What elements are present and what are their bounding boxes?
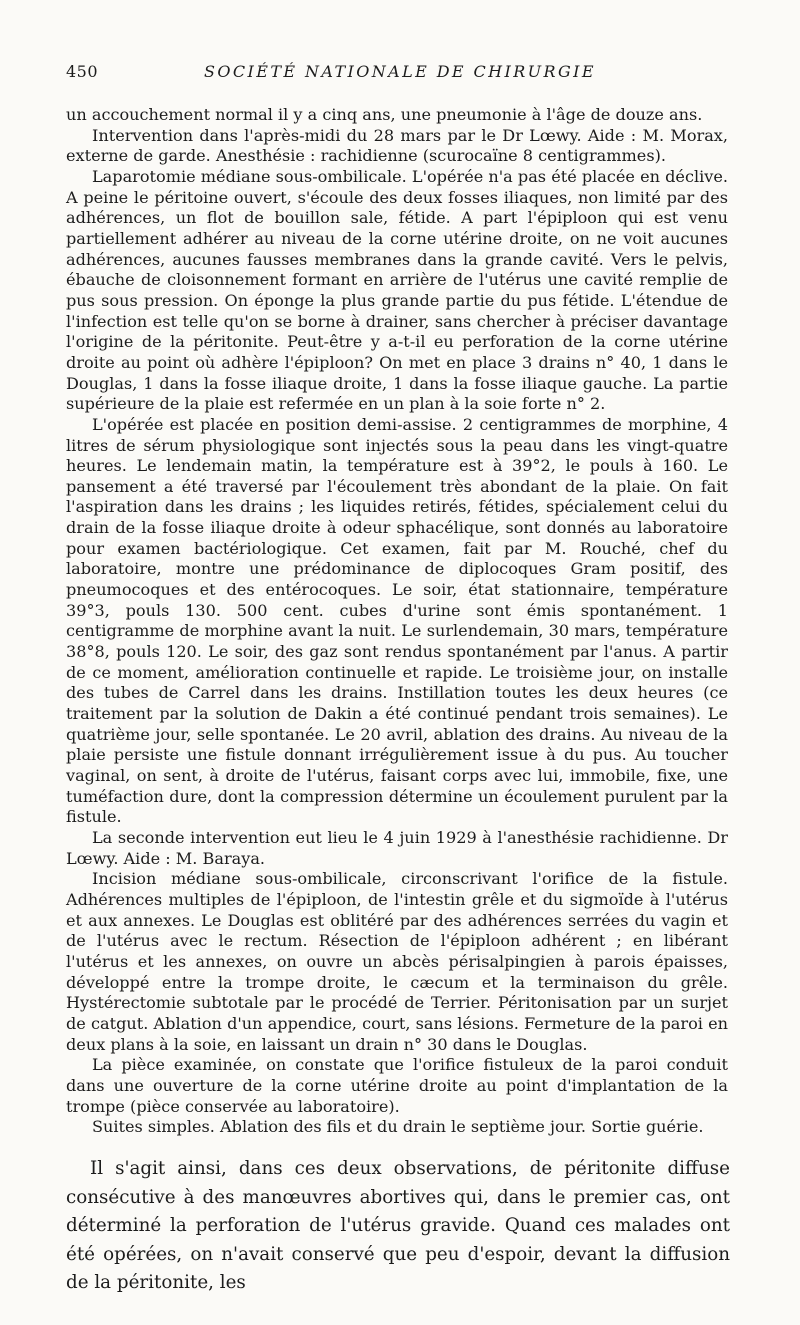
page-number: 450	[66, 62, 99, 81]
paragraph: La seconde intervention eut lieu le 4 juin 1929 à l'anesthésie rachidienne. Dr Lœwy. Aide : M. Baraya.	[66, 827, 728, 868]
paragraph: L'opérée est placée en position demi-assise. 2 centigrammes de morphine, 4 litres de sérum physiologique sont injectés sous la peau dans les vingt-quatre heures. Le lendemain matin, la température est à 39°2, le pouls à 160. Le pansement a été traversé par l'écoulement très abondant de la plaie. On fait l'aspiration dans les drains ; les liquides retirés, fétides, spécialement celui du drain de la fosse iliaque droite à odeur sphacélique, sont donnés au laboratoire pour examen bactériologique. Cet examen, fait par M. Rouché, chef du laboratoire, montre une prédominance de diplocoques Gram positif, des pneumocoques et des entérocoques. Le soir, état stationnaire, température 39°3, pouls 130. 500 cent. cubes d'urine sont émis spontanément. 1 centigramme de morphine avant la nuit. Le surlendemain, 30 mars, température 38°8, pouls 120. Le soir, des gaz sont rendus spontanément par l'anus. A partir de ce moment, amélioration continuelle et rapide. Le troisième jour, on installe des tubes de Carrel dans les drains. Instillation toutes les deux heures (ce traitement par la solution de Dakin a été continué pendant trois semaines). Le quatrième jour, selle spontanée. Le 20 avril, ablation des drains. Au niveau de la plaie persiste une fistule donnant irrégulièrement issue à du pus. Au toucher vaginal, on sent, à droite de l'utérus, faisant corps avec lui, immobile, fixe, une tuméfaction dure, dont la compression détermine un écoulement purulent par la fistule.	[66, 414, 728, 827]
case-report-text	[66, 105, 728, 1138]
paragraph: Laparotomie médiane sous-ombilicale. L'opérée n'a pas été placée en déclive. A peine le péritoine ouvert, s'écoule des deux fosses iliaques, non limité par des adhérences, un flot de bouillon sale, fétide. A part l'épiploon qui est venu partiellement adhérer au niveau de la corne utérine droite, on ne voit aucunes adhérences, aucunes fausses membranes dans la grande cavité. Vers le pelvis, ébauche de cloisonnement formant en arrière de l'utérus une cavité remplie de pus sous pression. On éponge la plus grande partie du pus fétide. L'étendue de l'infection est telle qu'on se borne à drainer, sans chercher à préciser davantage l'origine de la péritonite. Peut-être y a-t-il eu perforation de la corne utérine droite au point où adhère l'épiploon? On met en place 3 drains n° 40, 1 dans le Douglas, 1 dans la fosse iliaque droite, 1 dans la fosse iliaque gauche. La partie supérieure de la plaie est refermée en un plan à la soie forte n° 2.	[66, 166, 728, 414]
paragraph: Il s'agit ainsi, dans ces deux observations, de péritonite diffuse consécutive à des manœuvres abortives qui, dans le premier cas, ont déterminé la perforation de l'utérus gravide. Quand ces malades ont été opérées, on n'avait conservé que peu d'espoir, devant la diffusion de la péritonite, les	[66, 1158, 730, 1294]
paragraph: La pièce examinée, on constate que l'orifice fistuleux de la paroi conduit dans une ouverture de la corne utérine droite au point d'implantation de la trompe (pièce conservée au laboratoire).	[66, 1055, 728, 1116]
discussion-text	[66, 1155, 730, 1298]
running-header	[66, 62, 734, 82]
paragraph: Suites simples. Ablation des fils et du drain le septième jour. Sortie guérie.	[92, 1117, 704, 1137]
journal-title: SOCIÉTÉ NATIONALE DE CHIRURGIE	[204, 62, 596, 81]
paragraph: Incision médiane sous-ombilicale, circonscrivant l'orifice de la fistule. Adhérences multiples de l'épiploon, de l'intestin grêle et du sigmoïde à l'utérus et aux annexes. Le Douglas est oblitéré par des adhérences serrées du vagin et de l'utérus avec le rectum. Résection de l'épiploon adhérent ; en libérant l'utérus et les annexes, on ouvre un abcès périsalpingien à parois épaisses, développé entre la trompe droite, le cæcum et la terminaison du grêle. Hystérectomie subtotale par le procédé de Terrier. Péritonisation par un surjet de catgut. Ablation d'un appendice, court, sans lésions. Fermeture de la paroi en deux plans à la soie, en laissant un drain n° 30 dans le Douglas.	[66, 869, 728, 1054]
paragraph: un accouchement normal il y a cinq ans, une pneumonie à l'âge de douze ans.	[66, 105, 703, 124]
paragraph: Intervention dans l'après-midi du 28 mars par le Dr Lœwy. Aide : M. Morax, externe de garde. Anesthésie : rachidienne (scurocaïne 8 centigrammes).	[66, 125, 728, 166]
